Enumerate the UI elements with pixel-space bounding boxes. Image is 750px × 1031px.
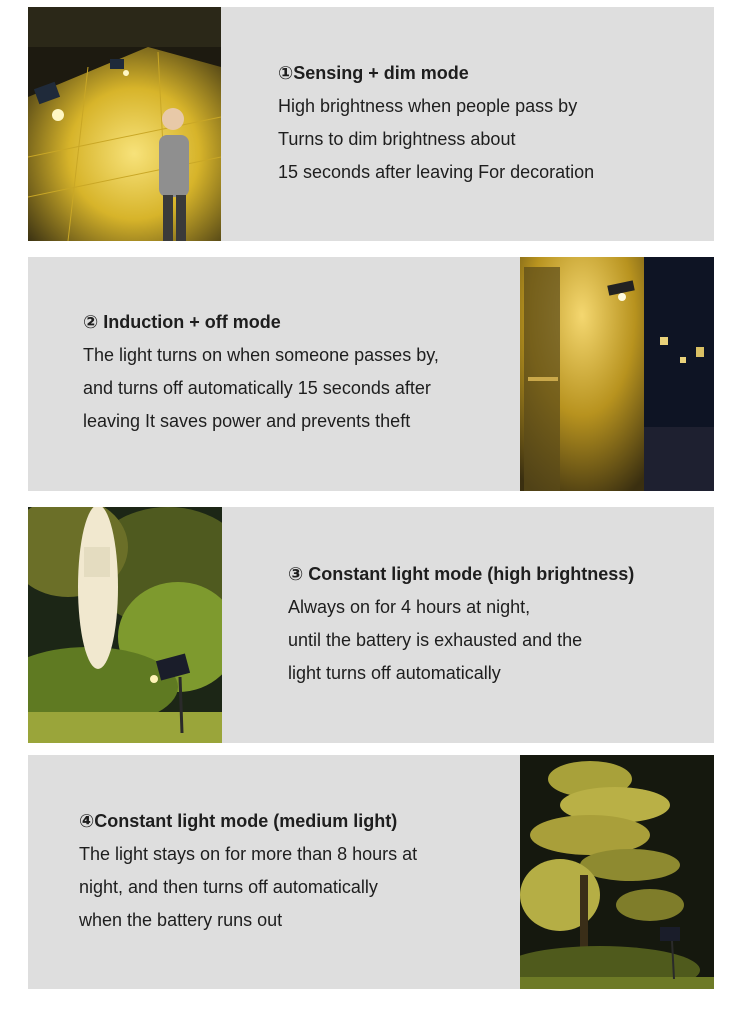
mode-2-text [83, 306, 439, 438]
mode-4-line-1: The light stays on for more than 8 hours at [79, 844, 418, 864]
mode-2-title: ② Induction + off mode [83, 312, 281, 332]
mode-1-line-3: 15 seconds after leaving For decoration [278, 162, 595, 182]
mode-3-panel [28, 507, 714, 743]
mode-4-title: ④Constant light mode (medium light) [79, 811, 398, 831]
mode-1-title: ①Sensing + dim mode [278, 63, 469, 83]
mode-2-line-1: The light turns on when someone passes by, [83, 345, 439, 365]
mode-3-title: ③ Constant light mode (high brightness) [288, 564, 635, 584]
mode-1-line-1: High brightness when people pass by [278, 96, 578, 116]
mode-2-line-3: leaving It saves power and prevents theft [83, 411, 411, 431]
garden-sign-spotlight-photo [28, 507, 222, 743]
mode-4-text [79, 805, 417, 937]
mode-1-line-2: Turns to dim brightness about [278, 129, 516, 149]
mode-4-line-3: when the battery runs out [79, 910, 283, 930]
mode-3-line-1: Always on for 4 hours at night, [288, 597, 531, 617]
mode-4-panel [28, 755, 714, 989]
mode-2-line-2: and turns off automatically 15 seconds after [83, 378, 431, 398]
mode-2-panel [28, 257, 714, 491]
illuminated-tree-photo [520, 755, 714, 989]
mode-3-line-2: until the battery is exhausted and the [288, 630, 583, 650]
mode-3-text [288, 558, 634, 690]
wall-mounted-light-photo [520, 257, 714, 491]
walkway-person-spotlight-photo [28, 7, 221, 241]
mode-1-panel [28, 7, 714, 241]
mode-4-line-2: night, and then turns off automatically [79, 877, 378, 897]
mode-1-text [278, 57, 594, 189]
mode-3-line-3: light turns off automatically [288, 663, 501, 683]
